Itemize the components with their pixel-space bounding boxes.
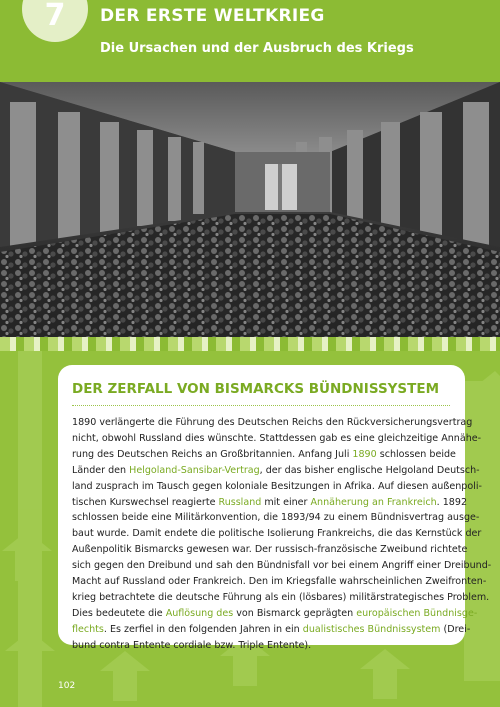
text-segment: nicht, obwohl Russland dies wünschte. Stattdessen gab es eine gleichzeitige Annähe- bbox=[72, 432, 482, 444]
highlighted-term: 1890 bbox=[352, 448, 377, 460]
chapter-title: DER ERSTE WELTKRIEG bbox=[100, 6, 325, 26]
text-segment: krieg betrachtete die deutsche Führung als ein (lösbares) militärstrategisches Problem. bbox=[72, 591, 490, 603]
highlighted-term: Helgoland-Sansibar-Vertrag bbox=[129, 464, 260, 476]
text-segment: Länder den bbox=[72, 464, 130, 476]
text-line bbox=[72, 479, 482, 495]
text-segment: 1890 verlängerte die Führung des Deutschen Reichs den Rückversicherungsvertrag bbox=[72, 417, 473, 428]
text-line bbox=[72, 495, 468, 511]
highlighted-term: Annäherung an Frankreich bbox=[310, 496, 437, 508]
chapter-header bbox=[0, 0, 500, 82]
text-line bbox=[72, 542, 468, 558]
text-segment: . Es zerfiel in den folgenden Jahren in ein bbox=[103, 623, 303, 635]
text-line bbox=[72, 558, 492, 574]
text-segment: Außenpolitik Bismarcks gewesen war. Der russisch-französische Zweibund richtete bbox=[72, 544, 468, 556]
text-line bbox=[72, 638, 452, 654]
chapter-number: 7 bbox=[44, 0, 66, 33]
text-segment: bund contra Entente cordiale bzw. Triple Entente). bbox=[72, 639, 312, 651]
decorative-stripe bbox=[0, 337, 500, 351]
highlighted-term: flechts bbox=[72, 623, 104, 635]
text-segment: Macht auf Russland oder Frankreich. Den im Kriegsfalle wahrscheinlichen Zweifronten- bbox=[72, 576, 487, 588]
text-segment: baut wurde. Damit endete die politische Isolierung Frankreichs, die das Kernstück der bbox=[72, 528, 482, 540]
page-number: 102 bbox=[58, 681, 76, 691]
historical-photo bbox=[0, 82, 500, 337]
highlighted-term: Auflösung des bbox=[165, 607, 234, 619]
text-line bbox=[72, 590, 490, 606]
text-segment: schlossen beide eine Militärkonvention, die 1893/94 zu einem Bündnisvertrag ausge- bbox=[72, 512, 480, 524]
card-divider bbox=[72, 405, 450, 406]
text-segment: . 1892 bbox=[436, 496, 468, 508]
text-segment: (Drei- bbox=[440, 623, 471, 635]
chapter-subtitle: Die Ursachen und der Ausbruch des Kriegs bbox=[100, 41, 414, 56]
card-body-text bbox=[72, 415, 492, 654]
text-segment: mit einer bbox=[261, 496, 311, 508]
card-title: DER ZERFALL VON BISMARCKS BÜNDNISSYSTEM bbox=[72, 381, 440, 397]
text-line bbox=[72, 606, 478, 622]
text-segment: land zusprach im Tausch gegen koloniale Besitzungen in Afrika. Auf diesen außenpoli- bbox=[72, 480, 482, 492]
highlighted-term: europäischen Bündnisge- bbox=[356, 607, 478, 619]
text-line bbox=[72, 463, 480, 479]
text-segment: schlossen beide bbox=[376, 448, 456, 460]
text-line bbox=[72, 526, 482, 542]
highlighted-term: dualistisches Bündnissystem bbox=[302, 623, 441, 635]
highlighted-term: Russland bbox=[218, 496, 262, 508]
text-line bbox=[72, 447, 456, 463]
text-line bbox=[72, 510, 480, 526]
text-segment: rung des Deutschen Reichs an Großbritannien. Anfang Juli bbox=[72, 448, 353, 460]
text-segment: , der das bisher englische Helgoland Deutsch- bbox=[259, 464, 480, 476]
text-line bbox=[72, 622, 471, 638]
text-line bbox=[72, 415, 473, 431]
text-segment: Dies bedeutete die bbox=[72, 607, 166, 619]
info-card bbox=[58, 365, 492, 651]
chapter-badge bbox=[22, 0, 88, 42]
text-segment: sich gegen den Dreibund und sah den Bündnisfall vor bei einem Angriff einer Dreibund- bbox=[72, 560, 492, 572]
text-line bbox=[72, 431, 482, 447]
hall-of-mirrors-illustration bbox=[0, 82, 500, 337]
text-line bbox=[72, 574, 487, 590]
text-segment: von Bismarck geprägten bbox=[233, 607, 357, 619]
text-segment: tischen Kurswechsel reagierte bbox=[72, 496, 219, 508]
